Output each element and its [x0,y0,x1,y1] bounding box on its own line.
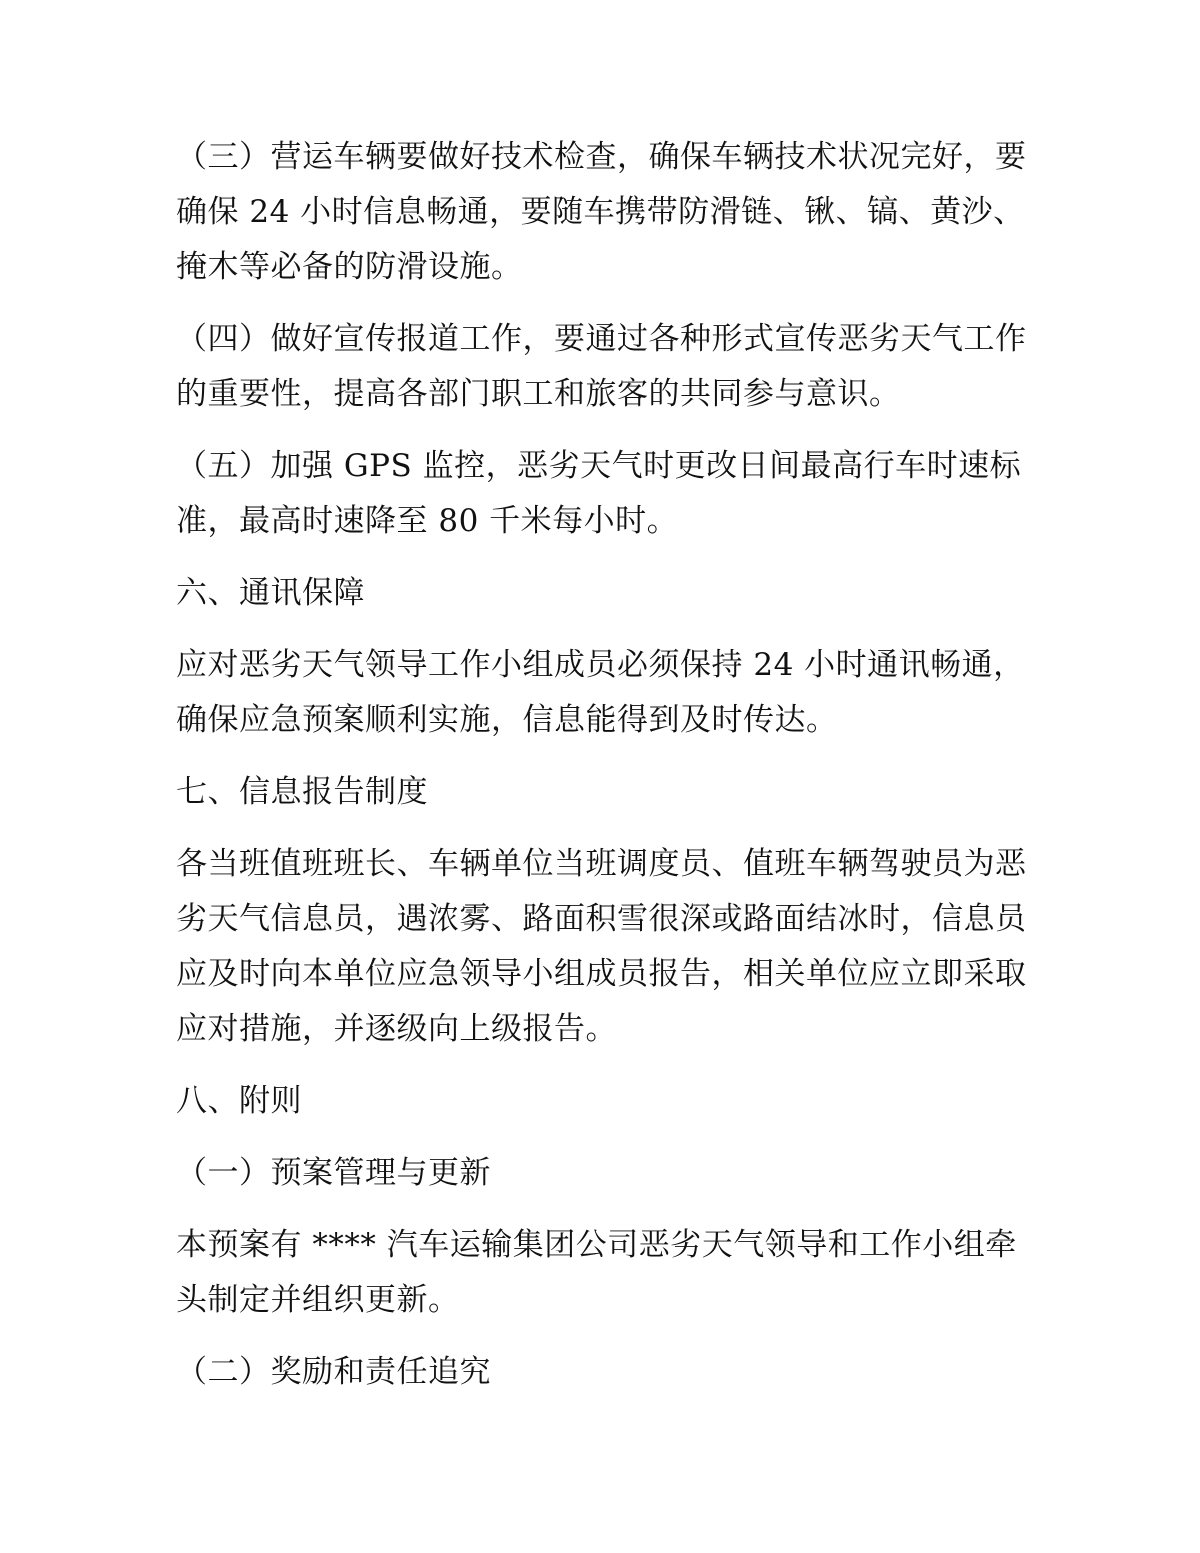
paragraph-gps-monitoring: （五）加强 GPS 监控，恶劣天气时更改日间最高行车时速标准，最高时速降至 80 千米每小时。 [176,448,1022,539]
subsection-heading-plan-management: （一）预案管理与更新 [176,1155,491,1191]
paragraph-reporting: 各当班值班班长、车辆单位当班调度员、值班车辆驾驶员为恶劣天气信息员，遇浓雾、路面积雪很深或路面结冰时，信息员应及时向本单位应急领导小组成员报告，相关单位应立即采取应对措施，并逐级向上级报告。 [176,846,1027,1047]
section-heading-appendix: 八、附则 [176,1083,302,1119]
paragraph-plan-management: 本预案有 **** 汽车运输集团公司恶劣天气领导和工作小组牵头制定并组织更新。 [176,1227,1017,1318]
section-heading-communication: 六、通讯保障 [176,575,365,611]
paragraph-publicity: （四）做好宣传报道工作，要通过各种形式宣传恶劣天气工作的重要性，提高各部门职工和旅客的共同参与意识。 [176,321,1027,412]
subsection-heading-rewards: （二）奖励和责任追究 [176,1354,491,1390]
paragraph-vehicle-inspection: （三）营运车辆要做好技术检查，确保车辆技术状况完好，要确保 24 小时信息畅通，要随车携带防滑链、锹、镐、黄沙、掩木等必备的防滑设施。 [176,139,1027,285]
document-body [176,130,1036,1417]
section-heading-reporting: 七、信息报告制度 [176,774,428,810]
paragraph-communication: 应对恶劣天气领导工作小组成员必须保持 24 小时通讯畅通，确保应急预案顺利实施，信息能得到及时传达。 [176,647,1025,738]
